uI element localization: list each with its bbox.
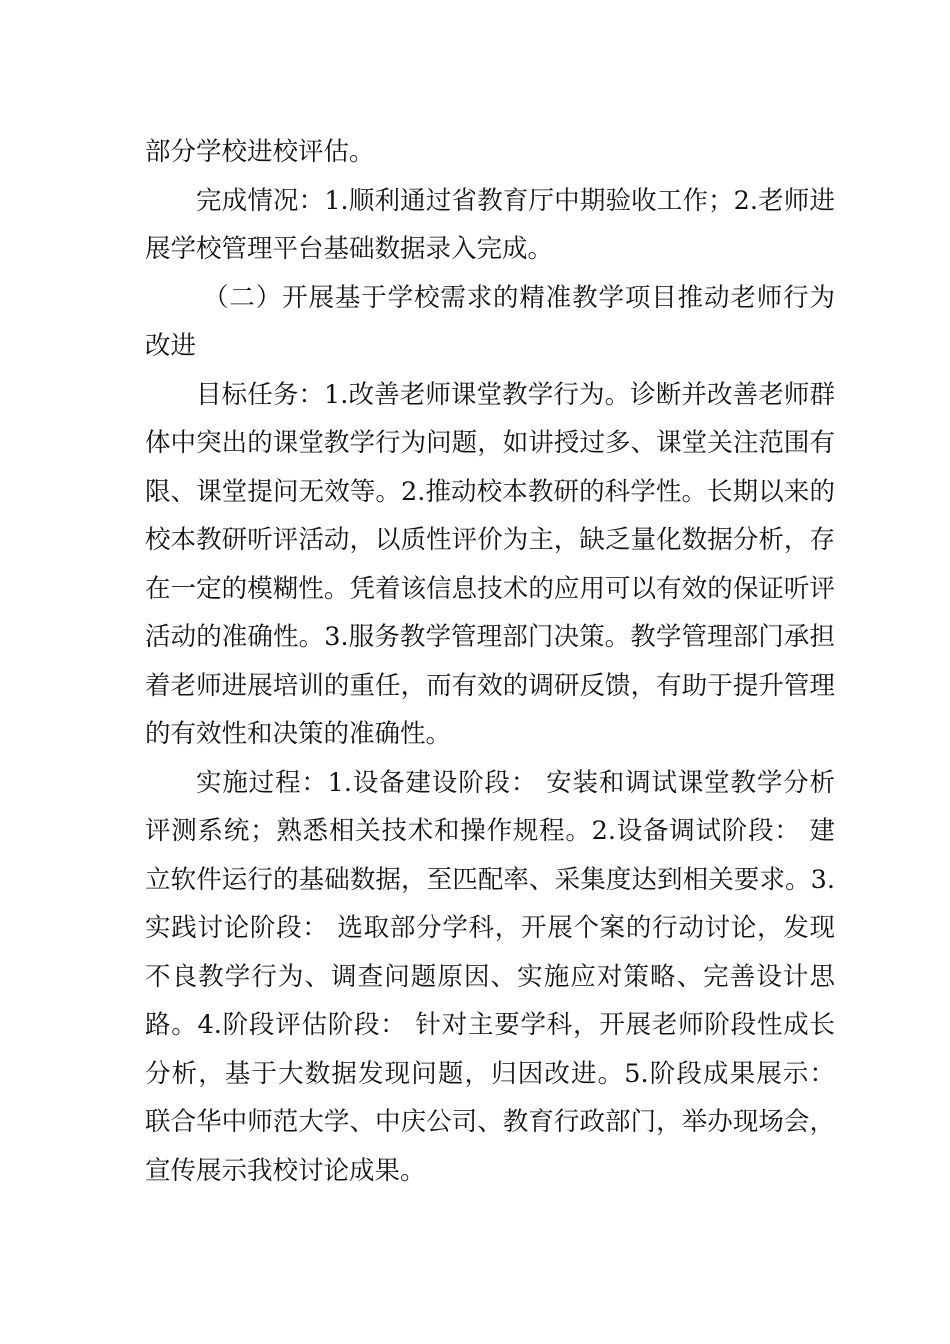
paragraph-implementation: 实施过程：1.设备建设阶段： 安装和调试课堂教学分析评测系统；熟悉相关技术和操作规程。2.设备调试阶段： 建立软件运行的基础数据，至匹配率、采集度达到相关要求。3.实践讨论阶段： 选取部分学科，开展个案的行动讨论，发现不良教学行为、调查问题原因、实施应对策略、完善设计思路。4.阶段评估阶段： 针对主要学科，开展老师阶段性成长分析，基于大数据发现问题，归因改进。5.阶段成果展示： 联合华中师范大学、中庆公司、教育行政部门，举办现场会，宣传展示我校讨论成果。 bbox=[145, 767, 835, 1186]
document-body bbox=[145, 128, 835, 1195]
paragraph-objectives: 目标任务：1.改善老师课堂教学行为。诊断并改善老师群体中突出的课堂教学行为问题，如讲授过多、课堂关注范围有限、课堂提问无效等。2.推动校本教研的科学性。长期以来的校本教研听评活动，以质性评价为主，缺乏量化数据分析，存在一定的模糊性。凭着该信息技术的应用可以有效的保证听评活动的准确性。3.服务教学管理部门决策。教学管理部门承担着老师进展培训的重任，而有效的调研反馈，有助于提升管理的有效性和决策的准确性。 bbox=[145, 379, 835, 749]
paragraph-completion-status: 完成情况：1.顺利通过省教育厅中期验收工作；2.老师进展学校管理平台基础数据录入完成。 bbox=[145, 185, 835, 264]
section-heading: （二）开展基于学校需求的精准教学项目推动老师行为改进 bbox=[145, 282, 835, 361]
paragraph-continuation: 部分学校进校评估。 bbox=[145, 137, 375, 167]
